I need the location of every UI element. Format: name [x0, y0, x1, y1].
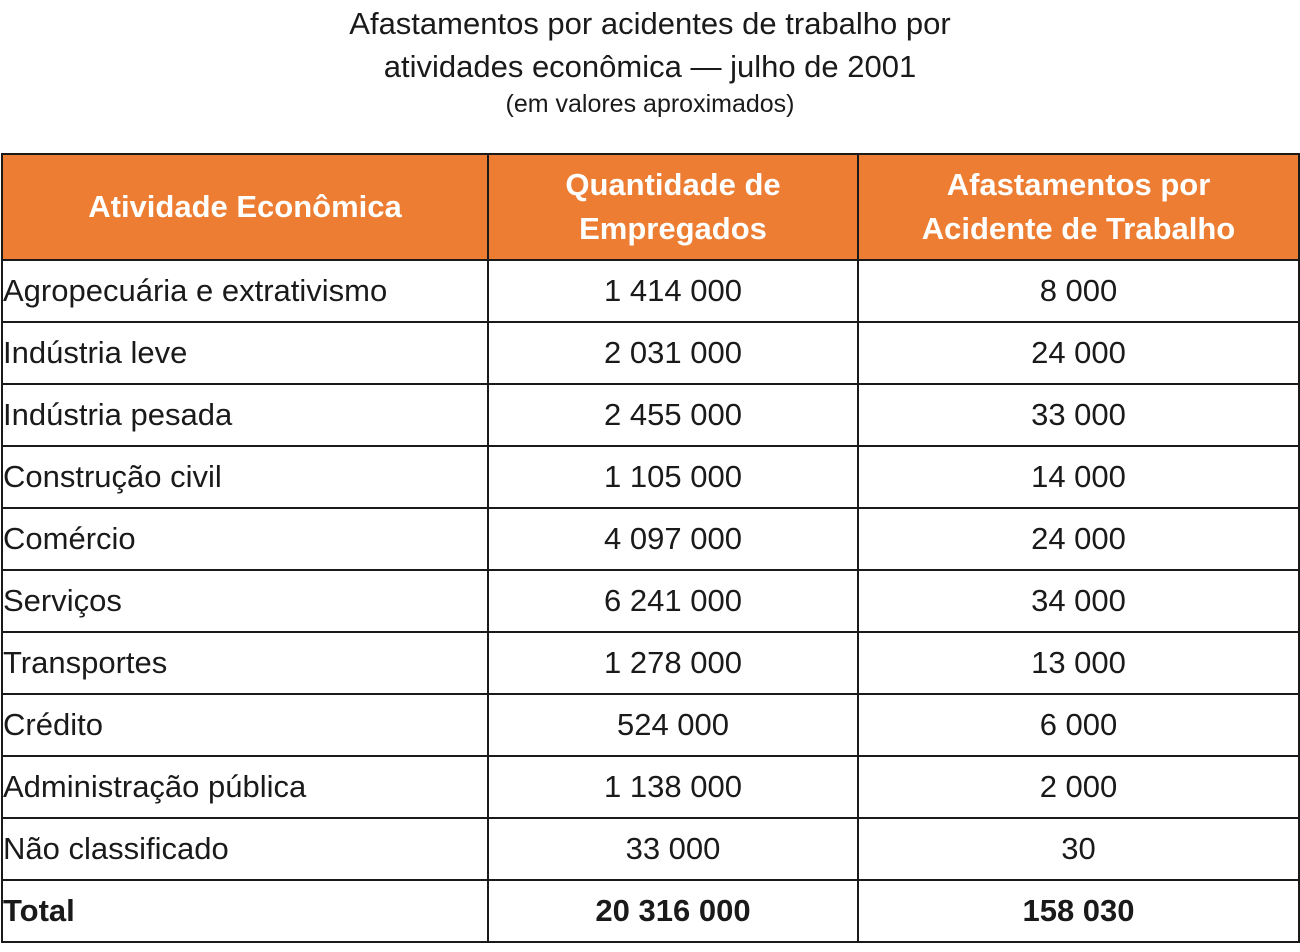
cell-activity: Construção civil [2, 446, 488, 508]
cell-activity: Agropecuária e extrativismo [2, 260, 488, 322]
table-title [0, 2, 1300, 120]
total-label: Total [2, 880, 488, 942]
header-leaves [858, 154, 1299, 260]
cell-employees: 1 105 000 [488, 446, 858, 508]
cell-activity: Comércio [2, 508, 488, 570]
cell-activity: Serviços [2, 570, 488, 632]
cell-leaves: 24 000 [858, 508, 1299, 570]
title-line-2: atividades econômica — julho de 2001 [383, 49, 917, 84]
cell-activity: Transportes [2, 632, 488, 694]
header-activity [2, 154, 488, 260]
header-activity-label: Atividade Econômica [88, 189, 402, 224]
cell-employees: 1 278 000 [488, 632, 858, 694]
table-row [2, 508, 1299, 570]
cell-activity: Indústria pesada [2, 384, 488, 446]
header-employees-line-1: Quantidade de [565, 167, 781, 202]
cell-leaves: 2 000 [858, 756, 1299, 818]
cell-activity: Não classificado [2, 818, 488, 880]
table-header-row [2, 154, 1299, 260]
accidents-table [1, 153, 1300, 943]
header-employees-line-2: Empregados [579, 211, 767, 246]
total-row [2, 880, 1299, 942]
header-leaves-line-1: Afastamentos por [946, 167, 1211, 202]
table-row [2, 632, 1299, 694]
header-leaves-line-2: Acidente de Trabalho [921, 211, 1236, 246]
table-row [2, 260, 1299, 322]
cell-employees: 524 000 [488, 694, 858, 756]
cell-leaves: 24 000 [858, 322, 1299, 384]
cell-activity: Crédito [2, 694, 488, 756]
total-leaves: 158 030 [858, 880, 1299, 942]
cell-employees: 2 031 000 [488, 322, 858, 384]
header-employees [488, 154, 858, 260]
cell-employees: 1 414 000 [488, 260, 858, 322]
cell-employees: 4 097 000 [488, 508, 858, 570]
table-row [2, 322, 1299, 384]
table-row [2, 694, 1299, 756]
table-row [2, 384, 1299, 446]
cell-leaves: 8 000 [858, 260, 1299, 322]
cell-activity: Indústria leve [2, 322, 488, 384]
table-row [2, 818, 1299, 880]
title-line-1: Afastamentos por acidentes de trabalho por [349, 6, 951, 41]
cell-employees: 33 000 [488, 818, 858, 880]
cell-leaves: 33 000 [858, 384, 1299, 446]
cell-leaves: 34 000 [858, 570, 1299, 632]
cell-leaves: 13 000 [858, 632, 1299, 694]
cell-activity: Administração pública [2, 756, 488, 818]
cell-employees: 6 241 000 [488, 570, 858, 632]
total-employees: 20 316 000 [488, 880, 858, 942]
table-row [2, 756, 1299, 818]
table-row [2, 446, 1299, 508]
cell-employees: 1 138 000 [488, 756, 858, 818]
table-row [2, 570, 1299, 632]
subtitle: (em valores aproximados) [505, 90, 795, 118]
cell-leaves: 6 000 [858, 694, 1299, 756]
cell-leaves: 30 [858, 818, 1299, 880]
cell-leaves: 14 000 [858, 446, 1299, 508]
cell-employees: 2 455 000 [488, 384, 858, 446]
